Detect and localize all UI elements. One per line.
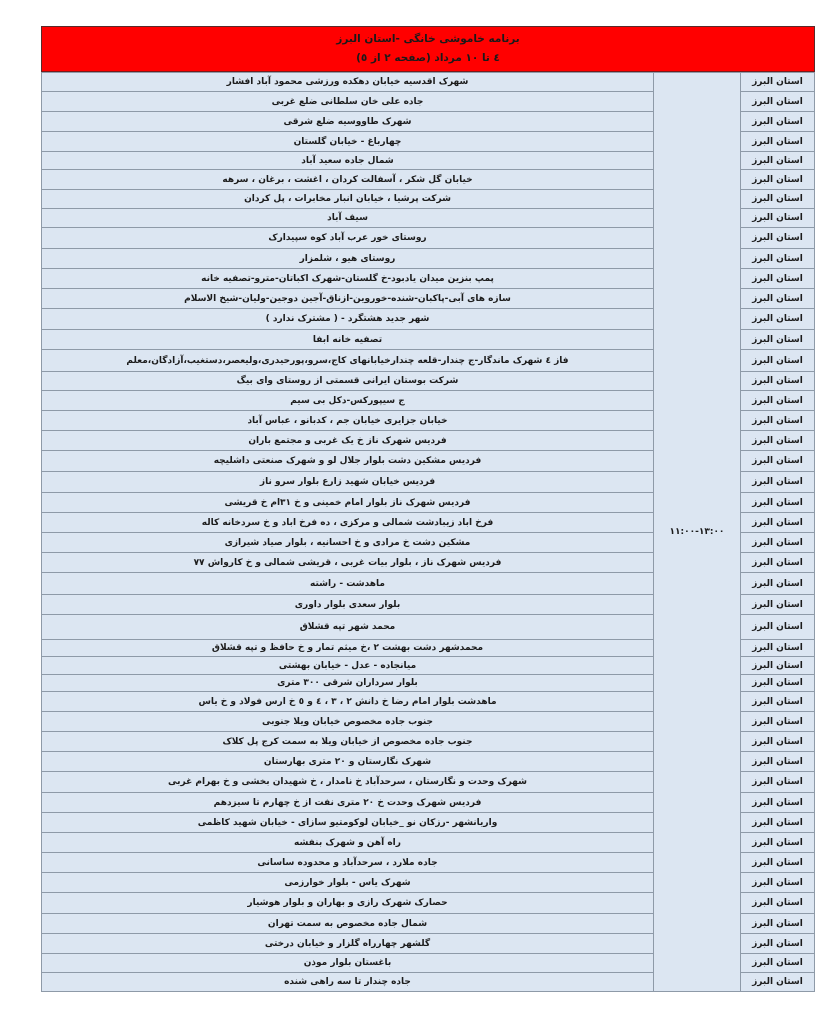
address-cell: شهرک وحدت و نگارستان ، سرحدآباد خ نامدار ، خ شهیدان بخشی و خ بهرام غربی: [42, 772, 654, 793]
schedule-title: برنامه خاموشی خانگی -استان البرز: [336, 33, 520, 45]
address-cell: مشکین دشت خ مرادی و خ احسانیه ، بلوار صیاد شیرازی: [42, 533, 654, 553]
province-cell: استان البرز: [741, 73, 815, 92]
province-cell: استان البرز: [741, 330, 815, 350]
address-cell: پمپ بنزین میدان یادبود-خ گلستان-شهرک اکباتان-مترو-تصفیه خانه: [42, 269, 654, 289]
province-cell: استان البرز: [741, 170, 815, 190]
province-cell: استان البرز: [741, 472, 815, 493]
address-cell: باغستان بلوار موذن: [42, 954, 654, 973]
province-cell: استان البرز: [741, 793, 815, 813]
province-cell: استان البرز: [741, 513, 815, 533]
address-cell: جاده علی خان سلطانی ضلع غربی: [42, 92, 654, 112]
address-cell: شهرک یاس - بلوار خوارزمی: [42, 873, 654, 893]
province-cell: استان البرز: [741, 853, 815, 873]
address-cell: شرکت بوستان ایرانی قسمتی از روستای وای بیگ: [42, 372, 654, 391]
address-cell: جاده ملارد ، سرحدآباد و محدوده ساسانی: [42, 853, 654, 873]
address-cell: فاز ٤ شهرک ماندگار-ج چندار-قلعه چندارخیابانهای کاج،سرو،پورحیدری،ولیعصر،دستغیب،آزادگان،معلم: [42, 350, 654, 372]
address-cell: واریانشهر -رزکان نو _خیابان لوکومتیو سازای - خیابان شهید کاظمی: [42, 813, 654, 833]
province-cell: استان البرز: [741, 954, 815, 973]
address-cell: تصفیه خانه ابفا: [42, 330, 654, 350]
province-cell: استان البرز: [741, 732, 815, 752]
province-cell: استان البرز: [741, 752, 815, 772]
outage-table-body: [42, 73, 815, 992]
province-cell: استان البرز: [741, 190, 815, 209]
address-cell: شهرک نگارستان و ۲۰ متری بهارستان: [42, 752, 654, 772]
address-cell: محمد شهر تپه قشلاق: [42, 615, 654, 640]
address-cell: فردیس شهرک ناز ، بلوار بیات غربی ، قریشی شمالی و خ کارواش ۷۷: [42, 553, 654, 573]
province-cell: استان البرز: [741, 92, 815, 112]
province-cell: استان البرز: [741, 692, 815, 712]
address-cell: فردیس شهرک وحدت خ ۲۰ متری نفت از خ چهارم تا سیزدهم: [42, 793, 654, 813]
address-cell: شهر جدید هشتگرد - ( مشترک ندارد ): [42, 309, 654, 330]
address-cell: سازه های آبی-پاکبان-شنده-خوروین-ازناق-آجین دوجین-ولیان-شیخ الاسلام: [42, 289, 654, 309]
time-slot-cell: ۱۱:۰۰-۱۳:۰۰: [654, 73, 741, 992]
province-cell: استان البرز: [741, 934, 815, 954]
address-cell: فردیس شهرک ناز بلوار امام خمینی و خ ۳۱ام خ قریشی: [42, 493, 654, 513]
address-cell: فردیس مشکین دشت بلوار جلال لو و شهرک صنعتی داشلیچه: [42, 451, 654, 472]
province-cell: استان البرز: [741, 451, 815, 472]
province-cell: استان البرز: [741, 833, 815, 853]
province-cell: استان البرز: [741, 640, 815, 657]
province-cell: استان البرز: [741, 493, 815, 513]
province-cell: استان البرز: [741, 615, 815, 640]
address-cell: روستای هیو ، شلمزار: [42, 249, 654, 269]
address-cell: شهرک اقدسیه خیابان دهکده ورزشی محمود آباد افشار: [42, 73, 654, 92]
province-cell: استان البرز: [741, 772, 815, 793]
province-cell: استان البرز: [741, 973, 815, 992]
address-cell: فردیس خیابان شهید زارع بلوار سرو ناز: [42, 472, 654, 493]
address-cell: روستای خور عرب آباد کوه سپیدارک: [42, 228, 654, 249]
province-cell: استان البرز: [741, 893, 815, 914]
province-cell: استان البرز: [741, 533, 815, 553]
schedule-header: [41, 26, 815, 72]
province-cell: استان البرز: [741, 813, 815, 833]
province-cell: استان البرز: [741, 873, 815, 893]
table-row: [42, 73, 815, 92]
province-cell: استان البرز: [741, 269, 815, 289]
address-cell: گلشهر چهارراه گلزار و خیابان درختی: [42, 934, 654, 954]
province-cell: استان البرز: [741, 914, 815, 934]
province-cell: استان البرز: [741, 553, 815, 573]
address-cell: جنوب جاده مخصوص خیابان ویلا جنوبی: [42, 712, 654, 732]
province-cell: استان البرز: [741, 675, 815, 692]
address-cell: بلوار سعدی بلوار داوری: [42, 595, 654, 615]
province-cell: استان البرز: [741, 372, 815, 391]
address-cell: ماهدشت - راشته: [42, 573, 654, 595]
province-cell: استان البرز: [741, 573, 815, 595]
address-cell: خیابان گل شکر ، آسفالت کردان ، اغشت ، برغان ، سرهه: [42, 170, 654, 190]
province-cell: استان البرز: [741, 411, 815, 431]
address-cell: ماهدشت بلوار امام رضا خ دانش ۲ ، ۳ ، ٤ و ٥ خ ارس فولاد و خ یاس: [42, 692, 654, 712]
province-cell: استان البرز: [741, 712, 815, 732]
address-cell: شمال جاده سعید آباد: [42, 152, 654, 170]
province-cell: استان البرز: [741, 350, 815, 372]
address-cell: خیابان جزایری خیابان جم ، کدبانو ، عباس آباد: [42, 411, 654, 431]
province-cell: استان البرز: [741, 289, 815, 309]
address-cell: بلوار سرداران شرقی ۳۰۰ متری: [42, 675, 654, 692]
province-cell: استان البرز: [741, 152, 815, 170]
province-cell: استان البرز: [741, 309, 815, 330]
address-cell: جنوب جاده مخصوص از خیابان ویلا به سمت کرج پل کلاک: [42, 732, 654, 752]
address-cell: شرکت پرشیا ، خیابان انبار مخابرات ، پل کردان: [42, 190, 654, 209]
address-cell: جاده چندار تا سه راهی شنده: [42, 973, 654, 992]
province-cell: استان البرز: [741, 595, 815, 615]
address-cell: ج سیپورکس-دکل بی سیم: [42, 391, 654, 411]
address-cell: شمال جاده مخصوص به سمت تهران: [42, 914, 654, 934]
address-cell: محمدشهر دشت بهشت ۲ ،خ میثم تمار و خ حافظ و تپه قشلاق: [42, 640, 654, 657]
province-cell: استان البرز: [741, 249, 815, 269]
outage-table: [41, 72, 815, 992]
province-cell: استان البرز: [741, 132, 815, 152]
address-cell: راه آهن و شهرک بنفشه: [42, 833, 654, 853]
schedule-subtitle: ٤ تا ١٠ مرداد (صفحه ٢ از ٥): [356, 52, 500, 64]
address-cell: فرخ اباد زیبادشت شمالی و مرکزی ، ده فرخ اباد و خ سردخانه کاله: [42, 513, 654, 533]
address-cell: حصارک شهرک رازی و بهاران و بلوار هوشیار: [42, 893, 654, 914]
address-cell: سیف آباد: [42, 209, 654, 228]
province-cell: استان البرز: [741, 228, 815, 249]
province-cell: استان البرز: [741, 112, 815, 132]
power-outage-schedule-sheet: [41, 26, 815, 992]
address-cell: چهارباغ - خیابان گلستان: [42, 132, 654, 152]
province-cell: استان البرز: [741, 209, 815, 228]
province-cell: استان البرز: [741, 657, 815, 675]
province-cell: استان البرز: [741, 391, 815, 411]
address-cell: میانجاده - عدل - خیابان بهشتی: [42, 657, 654, 675]
address-cell: فردیس شهرک ناز خ یک غربی و مجتمع باران: [42, 431, 654, 451]
province-cell: استان البرز: [741, 431, 815, 451]
address-cell: شهرک طاووسیه ضلع شرقی: [42, 112, 654, 132]
